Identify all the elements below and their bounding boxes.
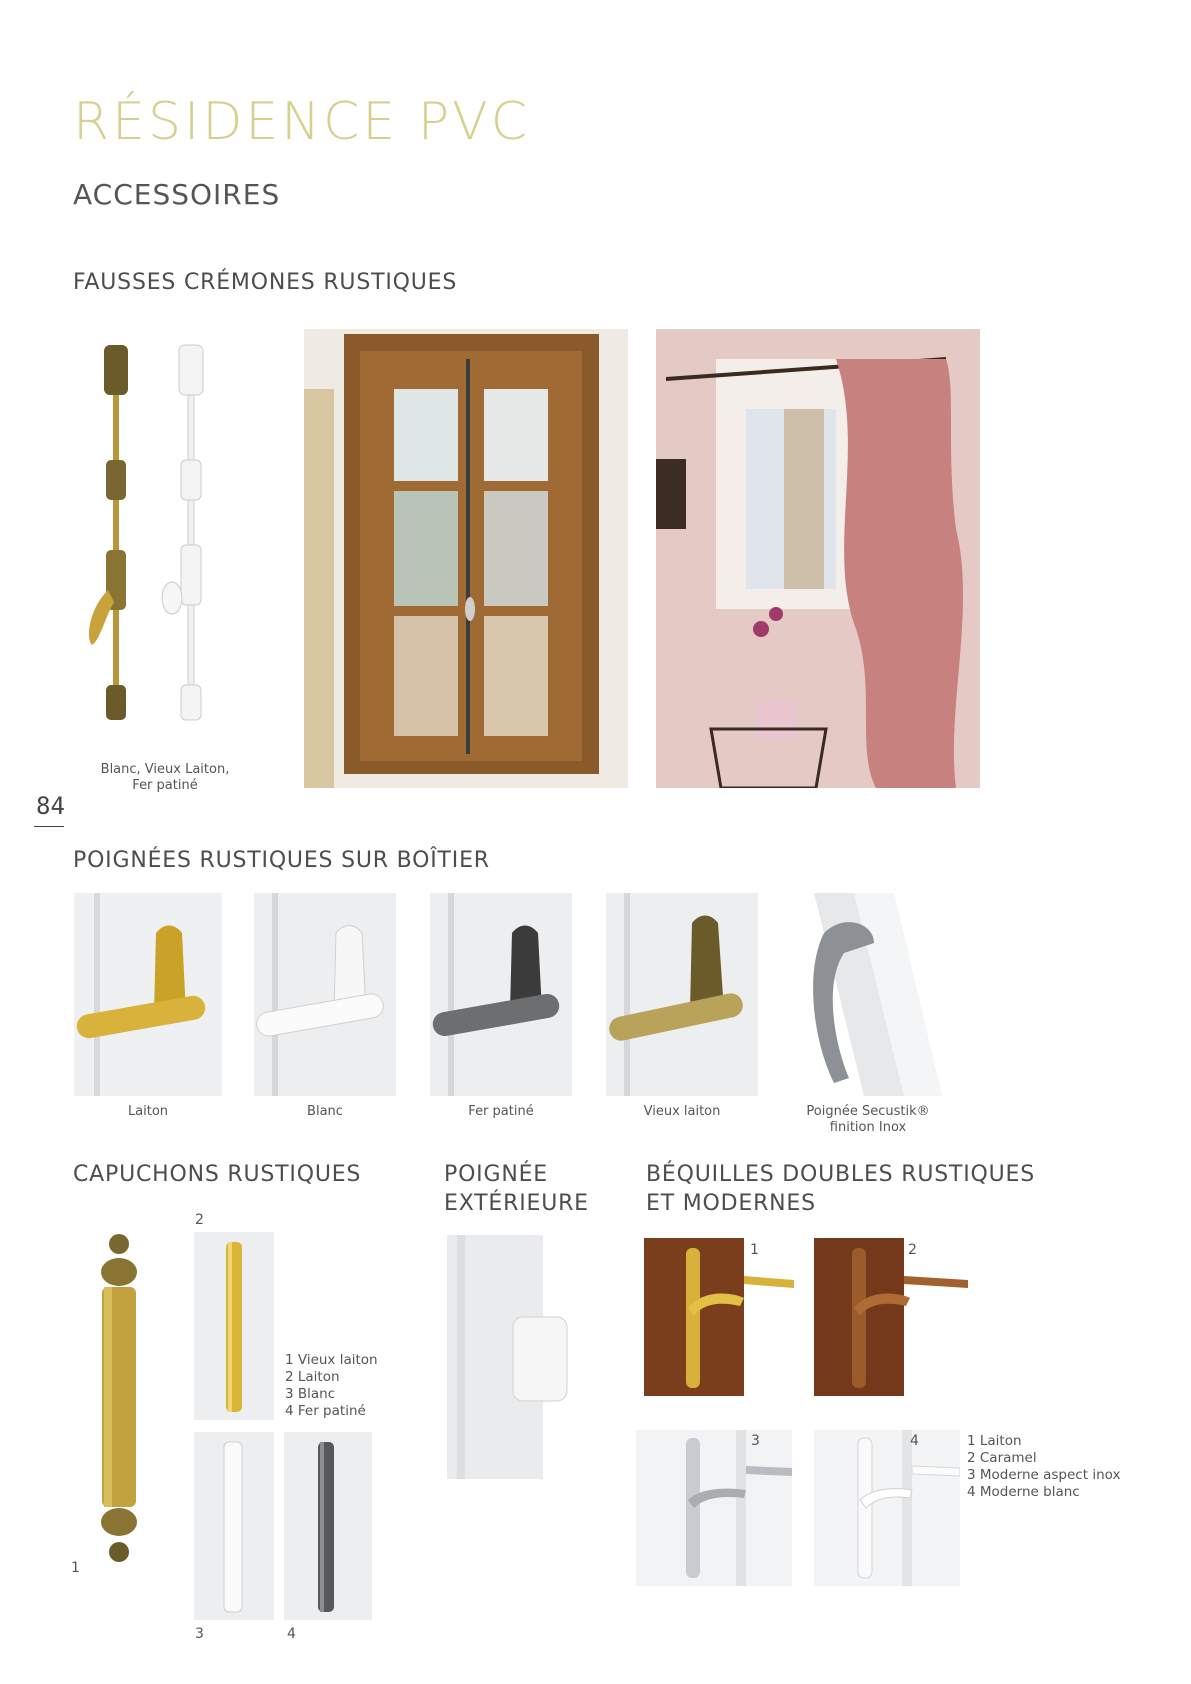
handle-vieux-laiton-image	[606, 893, 758, 1096]
bequille-blanc-image	[814, 1430, 960, 1586]
handle-label-secustik: Poignée Secustik® finition Inox	[806, 1104, 930, 1135]
bequille-number-1: 1	[750, 1242, 759, 1258]
page-title: RÉSIDENCE PVC	[73, 92, 531, 152]
bequille-list-item: 4 Moderne blanc	[967, 1484, 1080, 1500]
handle-label-laiton: Laiton	[127, 1104, 169, 1119]
capuchon-number-1: 1	[71, 1560, 80, 1576]
handle-secustik-image	[794, 893, 942, 1096]
capuchon-number-4: 4	[287, 1626, 296, 1642]
capuchon-fer-patine-image	[284, 1432, 372, 1620]
section-title-poignee-exterieure: POIGNÉE EXTÉRIEURE	[444, 1162, 589, 1216]
section-title-bequilles: BÉQUILLES DOUBLES RUSTIQUES ET MODERNES	[646, 1162, 1036, 1216]
capuchon-list-item: 3 Blanc	[285, 1386, 336, 1402]
handle-label-vieux-laiton: Vieux laiton	[643, 1104, 721, 1119]
handle-fer-patine-image	[430, 893, 572, 1096]
capuchon-laiton-image	[194, 1232, 274, 1420]
bequille-laiton-image	[644, 1238, 794, 1396]
capuchon-number-2: 2	[195, 1212, 204, 1228]
bequille-inox-image	[636, 1430, 792, 1586]
capuchon-list-item: 4 Fer patiné	[285, 1403, 366, 1419]
cremone-product-image	[80, 340, 260, 730]
section-title-cremones: FAUSSES CRÉMONES RUSTIQUES	[73, 270, 458, 295]
page-number: 84	[36, 792, 65, 820]
handle-laiton-image	[74, 893, 222, 1096]
page-number-rule	[34, 826, 64, 827]
capuchon-list-item: 1 Vieux laiton	[285, 1352, 378, 1368]
section-title-poignees: POIGNÉES RUSTIQUES SUR BOÎTIER	[73, 848, 490, 873]
bequille-list-item: 1 Laiton	[967, 1433, 1022, 1449]
capuchon-vieux-laiton-image	[92, 1232, 146, 1572]
bequille-number-4: 4	[910, 1433, 919, 1449]
cremone-caption: Blanc, Vieux Laiton, Fer patiné	[100, 762, 230, 793]
bequille-number-2: 2	[908, 1242, 917, 1258]
capuchon-number-3: 3	[195, 1626, 204, 1642]
wood-window-photo	[304, 329, 628, 788]
section-title-capuchons: CAPUCHONS RUSTIQUES	[73, 1162, 362, 1187]
capuchon-list	[285, 1352, 378, 1420]
handle-label-fer-patine: Fer patiné	[468, 1104, 534, 1119]
bequille-caramel-image	[814, 1238, 968, 1396]
capuchon-list-item: 2 Laiton	[285, 1369, 340, 1385]
poignee-exterieure-image	[447, 1235, 571, 1479]
capuchon-blanc-image	[194, 1432, 274, 1620]
bequille-number-3: 3	[751, 1433, 760, 1449]
bequille-list-item: 2 Caramel	[967, 1450, 1037, 1466]
handle-blanc-image	[254, 893, 396, 1096]
bequille-list	[967, 1433, 1120, 1501]
bequille-list-item: 3 Moderne aspect inox	[967, 1467, 1121, 1483]
pink-curtain-window-photo	[656, 329, 980, 788]
handle-label-blanc: Blanc	[307, 1104, 343, 1119]
page-subtitle: ACCESSOIRES	[73, 178, 281, 211]
